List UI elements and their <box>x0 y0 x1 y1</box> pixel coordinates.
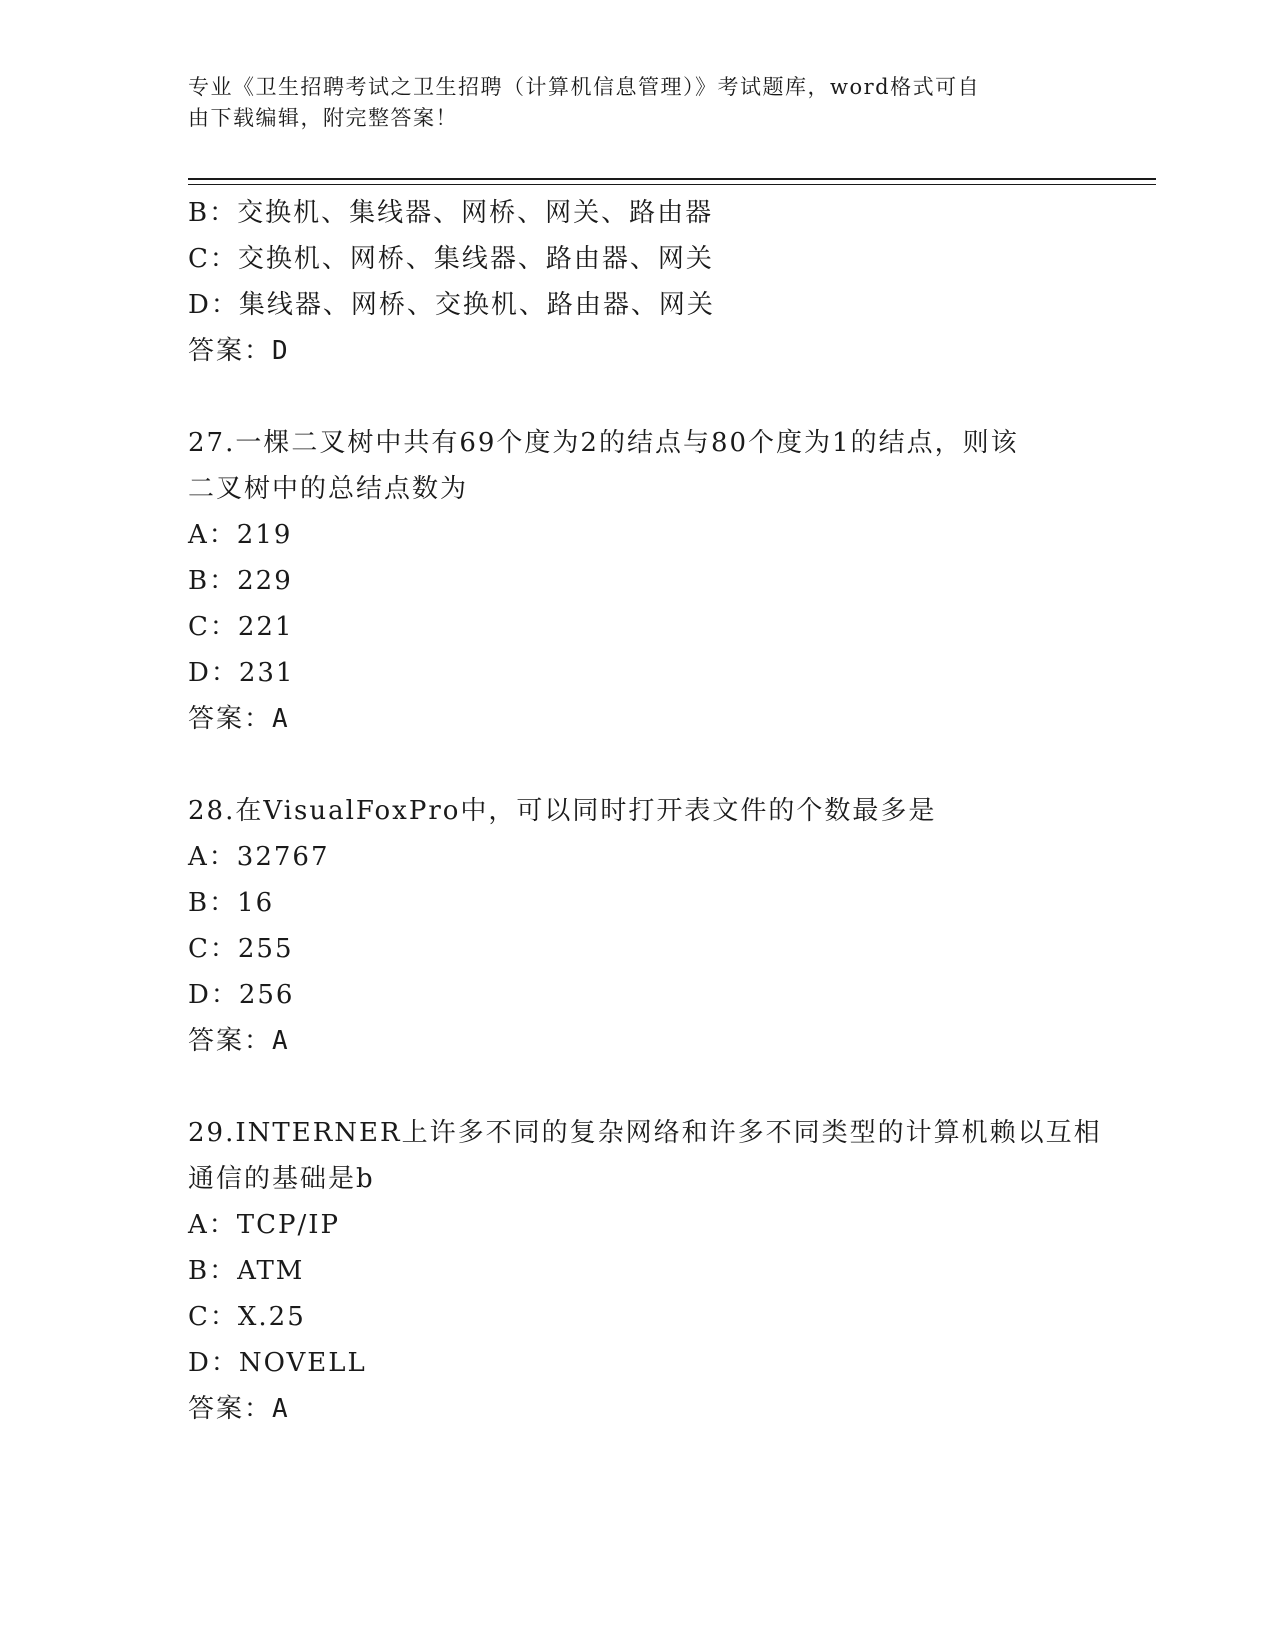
option-c: C：交换机、网桥、集线器、路由器、网关 <box>188 244 714 274</box>
option-c: C：X.25 <box>188 1302 306 1332</box>
option-b: B：16 <box>188 888 275 918</box>
question-content <box>188 190 1102 1432</box>
option-a: A：TCP/IP <box>188 1210 341 1240</box>
option-d: D：NOVELL <box>188 1348 367 1378</box>
header-line-1: 专业《卫生招聘考试之卫生招聘（计算机信息管理）》考试题库，word格式可自 <box>188 75 981 99</box>
header-rule-thick <box>188 178 1156 180</box>
answer-line: 答案：D <box>188 336 290 366</box>
document-header <box>188 72 1068 134</box>
option-b: B：交换机、集线器、网桥、网关、路由器 <box>188 198 714 228</box>
option-b: B：ATM <box>188 1256 305 1286</box>
question-29 <box>188 1110 1102 1432</box>
option-d: D：231 <box>188 658 295 688</box>
question-text-line-1: 29.INTERNER上许多不同的复杂网络和许多不同类型的计算机赖以互相 <box>188 1118 1102 1148</box>
option-d: D：集线器、网桥、交换机、路由器、网关 <box>188 290 715 320</box>
question-27 <box>188 420 1088 742</box>
option-a: A：219 <box>188 520 293 550</box>
question-text-line-2: 二叉树中的总结点数为 <box>188 474 469 504</box>
option-b: B：229 <box>188 566 293 596</box>
header-line-2: 由下载编辑，附完整答案！ <box>188 106 458 130</box>
spacer <box>188 1064 1088 1110</box>
spacer <box>188 374 1088 420</box>
option-c: C：255 <box>188 934 294 964</box>
question-28 <box>188 788 1088 1064</box>
header-rule-thin <box>188 184 1156 185</box>
answer-line: 答案：A <box>188 1026 290 1056</box>
question-text-line-1: 27.一棵二叉树中共有69个度为2的结点与80个度为1的结点，则该 <box>188 428 1019 458</box>
answer-line: 答案：A <box>188 1394 290 1424</box>
option-a: A：32767 <box>188 842 330 872</box>
question-text-line-2: 通信的基础是b <box>188 1164 375 1194</box>
spacer <box>188 742 1088 788</box>
option-c: C：221 <box>188 612 294 642</box>
previous-question-block <box>188 190 1088 374</box>
answer-line: 答案：A <box>188 704 290 734</box>
option-d: D：256 <box>188 980 295 1010</box>
question-text-line-1: 28.在VisualFoxPro中，可以同时打开表文件的个数最多是 <box>188 796 937 826</box>
